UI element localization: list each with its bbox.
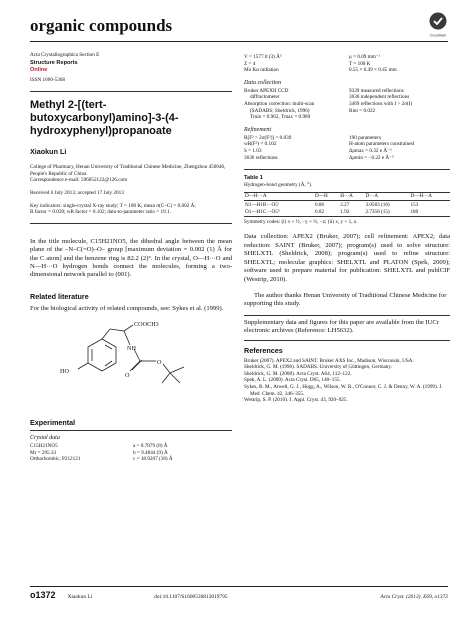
report-type: Structure Reports (30, 59, 78, 66)
crystal-data-row: V = 1577.0 (3) Å³ μ = 0.09 mm⁻¹ (244, 54, 381, 60)
online-label: Online (30, 66, 48, 73)
received-date: Received 6 July 2013; accepted 17 July 2013 (30, 189, 124, 196)
divider (30, 430, 232, 431)
reference-item[interactable]: Westrip, S. P. (2010). J. Appl. Cryst. 43, 920–925. (244, 397, 348, 404)
table-caption: Hydrogen-bond geometry (Å, °). (244, 182, 313, 189)
divider (244, 340, 450, 341)
crystal-data-heading: Crystal data (30, 435, 60, 442)
crystal-data-row: Mr = 295.33 b = 9.4844 (9) Å (30, 449, 168, 456)
journal-section-title: organic compounds (30, 16, 173, 35)
amine-label: NH (127, 345, 136, 353)
acknowledgement: The author thanks Henan University of Traditional Chinese Medicine for supporting this study. (244, 291, 447, 308)
reference-item[interactable]: Spek, A. L. (2009). Acta Cryst. D65, 148–155. (244, 377, 341, 384)
references-heading: References (244, 345, 283, 355)
table-row: N1—H1B···O5ⁱ 0.86 2.27 3.0583 (16) 153 (245, 201, 419, 208)
supplementary-note[interactable]: Supplementary data and figures for this paper are available from the IUCr electronic archives (Reference: LH5632). (244, 318, 439, 335)
table-header-row: D—H···A D—H H···A D···A D—H···A (244, 192, 450, 200)
experimental-heading: Experimental (30, 418, 76, 428)
page-footer (30, 586, 448, 600)
reference-item[interactable]: Sykes, B. M., Atwell, G. J., Hogg, A., Wilson, W. R., O'Connor, C. J. & Denny, W. A. (1999). J. Med. Chem. 42, 346–355. (244, 383, 443, 397)
reference-item[interactable]: Bruker (2007). APEX2 and SAINT. Bruker AXS Inc., Madison, Wisconsin, USA. (244, 357, 414, 364)
right-column (244, 50, 450, 404)
crossmark-caption: CrossMark (429, 33, 447, 38)
footer-doi[interactable]: doi:10.1107/S1600536813019795 (154, 594, 228, 600)
data-collection-heading: Data collection (244, 79, 282, 86)
key-indicators-line-1: Key indicators: single-crystal X-ray study; T = 100 K; mean σ(C–C) = 0.002 Å; (30, 202, 196, 209)
ether-oxygen-label: O (157, 359, 162, 367)
crystal-data-row: C15H21NO5 a = 8.7879 (8) Å (30, 443, 168, 450)
table-title: Table 1 (244, 175, 263, 182)
divider (30, 223, 232, 224)
affiliation: College of Pharmacy, Henan University of Traditional Chinese Medicine, Zhengzhou 450046, People's Republic of China (30, 164, 226, 177)
table-row: O1—H1C···O5ⁱⁱ 0.82 1.92 2.7356 (15) 180 (244, 208, 450, 216)
correspondence[interactable]: Correspondence e-mail: 596052122@126.com (30, 177, 128, 184)
divider (30, 91, 232, 92)
related-literature-heading: Related literature (30, 291, 89, 301)
crossmark-logo-icon[interactable] (428, 12, 448, 38)
crystal-data-list (30, 443, 232, 463)
issn: ISSN 1600-5368 (30, 76, 66, 83)
reference-item[interactable]: Sheldrick, G. M. (2008). Acta Cryst. A64, 112–122. (244, 370, 352, 377)
divider (244, 169, 450, 170)
chemical-scheme (30, 317, 232, 405)
page-header (30, 12, 448, 42)
crystal-data-row: Z = 4 T = 100 K (244, 60, 371, 67)
reference-item[interactable]: Sheldrick, G. M. (1996). SADABS. University of Göttingen, Germany. (244, 364, 392, 371)
refinement-heading: Refinement (244, 126, 271, 133)
software-paragraph: Data collection: APEX2 (Bruker, 2007); cell refinement: APEX2; data reduction: SAINT (Bruker, 2007); program(s) used to solve structure: SHELXTL (Sheldrick, 2008); program(s) used to refine structure: SHELXTL; molecular graphics: SHELXTL and PLATON (Spek, 2009); software used to prepare material for publication: SHELXTL and publCIF (Westrip, 2010). (244, 233, 450, 283)
data-collection-block: Bruker APEXII CCD diffractometer Absorption correction: multi-scan (SADABS; Sheldrick, 1996) Tmin = 0.962, Tmax = 0.989 9339 measured reflections 3636 independent reflections 3469 reflections with I > 2σ(I) Rint = 0.022 (244, 87, 413, 121)
crystal-data-continued (244, 54, 450, 74)
refinement-block: R[F² > 2σ(F²)] = 0.039 wR(F²) = 0.102 S = 1.03 3636 reflections 190 parameters H-atom parameters constrained Δρmax = 0.32 e Å⁻³ Δρmin = −0.22 e Å⁻³ (244, 134, 415, 161)
related-literature-text: For the biological activity of related compounds, see: Sykes et al. (1999). (30, 304, 224, 312)
left-column (30, 50, 232, 463)
crystal-data-row: Orthorhombic, P212121 c = 18.9207 (18) Å (30, 456, 173, 463)
abstract: In the title molecule, C15H21NO5, the dihedral angle between the mean plane of the –N–C(=O)–O– group [maximum deviation = 0.002 (1) Å for the C atom] and the benzene ring is 82.2 (2)°. In the crystal, O—H···O and N—H···O hydrogen bonds connect the molecules, forming a two-dimensional network parallel to (001). (30, 237, 232, 279)
page-number: o1372 (30, 590, 56, 600)
author-name: Xiaokun Li (30, 147, 67, 157)
carbonyl-oxygen-label: O (125, 372, 130, 380)
table-symmetry-note: Symmetry codes: (i) x + ½, −y + ½, −z; (ii) x, y + 1, z. (244, 218, 358, 225)
crystal-data-row: Mo Kα radiation 0.55 × 0.49 × 0.45 mm (244, 67, 397, 74)
footer-citation: Acta Cryst. (2013). E69, o1372 (380, 594, 448, 600)
hydrogen-bond-table (244, 192, 450, 217)
ester-label: COOCH3 (134, 321, 159, 329)
footer-author: Xiaokun Li (67, 594, 93, 600)
journal-full-name: Acta Crystallographica Section E (30, 52, 100, 58)
hydroxy-label: HO (60, 368, 69, 376)
key-indicators-line-2: R factor = 0.039; wR factor = 0.102; data-to-parameter ratio = 19.1. (30, 209, 171, 216)
article-title: Methyl 2-[(tert-butoxycarbonyl)amino]-3-(4-hydroxyphenyl)propanoate (30, 99, 179, 138)
divider (244, 315, 450, 316)
reference-list (244, 358, 450, 404)
